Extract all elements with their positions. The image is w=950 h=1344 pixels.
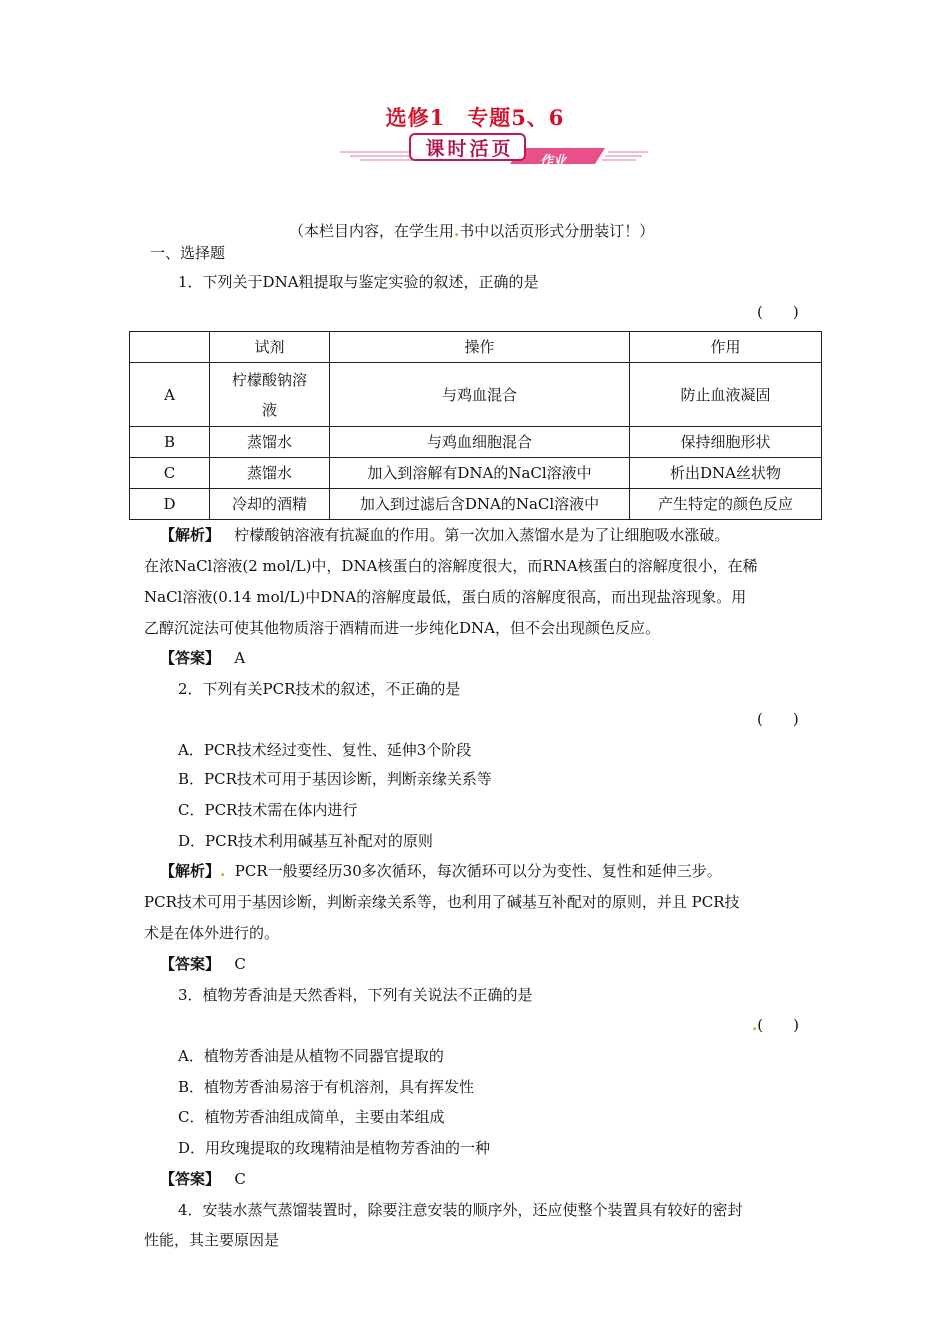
binding-note-part2: 书中以活页形式分册装订！） bbox=[459, 222, 655, 240]
table-cell: 保持细胞形状 bbox=[630, 427, 822, 458]
table-header-cell: 试剂 bbox=[210, 332, 330, 363]
q1-stem: 1．下列关于DNA粗提取与鉴定实验的叙述，正确的是 bbox=[178, 273, 539, 291]
q1-analysis-line-4: 乙醇沉淀法可使其他物质溶于酒精而进一步纯化DNA，但不会出现颜色反应。 bbox=[144, 619, 660, 637]
q4-stem-line-2: 性能，其主要原因是 bbox=[144, 1231, 280, 1249]
q1-paren: ( ) bbox=[757, 303, 799, 321]
table-cell: 加入到溶解有DNA的NaCl溶液中 bbox=[330, 458, 630, 489]
q3-option-c: C．植物芳香油组成简单，主要由苯组成 bbox=[178, 1108, 445, 1126]
table-cell: 析出DNA丝状物 bbox=[630, 458, 822, 489]
table-row bbox=[130, 363, 822, 427]
q2-option-b: B．PCR技术可用于基因诊断，判断亲缘关系等 bbox=[178, 770, 492, 788]
binding-note-part1: （本栏目内容，在学生用 bbox=[289, 222, 455, 240]
table-cell: 产生特定的颜色反应 bbox=[630, 489, 822, 520]
table-header-row bbox=[130, 332, 822, 363]
analysis-text: PCR一般要经历30多次循环，每次循环可以分为变性、复性和延伸三步。 bbox=[234, 862, 722, 880]
banner-text: 课时活页 bbox=[425, 138, 514, 160]
page-title: 选修1 专题5、6 bbox=[385, 105, 565, 130]
table-cell: D bbox=[130, 489, 210, 520]
answer-value: C bbox=[234, 1170, 246, 1188]
q2-option-d: D．PCR技术利用碱基互补配对的原则 bbox=[178, 832, 433, 850]
table-header-cell: 作用 bbox=[630, 332, 822, 363]
table-cell: A bbox=[130, 363, 210, 427]
q1-analysis-line-3: NaCl溶液(0.14 mol/L)中DNA的溶解度最低，蛋白质的溶解度很高，而出现盐溶现象。用 bbox=[144, 588, 747, 606]
analysis-text: 柠檬酸钠溶液有抗凝血的作用。第一次加入蒸馏水是为了让细胞吸水涨破。 bbox=[234, 526, 730, 544]
answer-label: 【答案】 bbox=[160, 649, 221, 667]
table-row bbox=[130, 458, 822, 489]
section-heading: 一、选择题 bbox=[150, 244, 226, 262]
q3-option-b: B．植物芳香油易溶于有机溶剂，具有挥发性 bbox=[178, 1078, 475, 1096]
q3-answer bbox=[160, 1169, 246, 1189]
table-cell: 蒸馏水 bbox=[210, 458, 330, 489]
q3-option-a: A．植物芳香油是从植物不同器官提取的 bbox=[178, 1047, 444, 1065]
banner-sub: 作业 bbox=[540, 154, 567, 169]
table-cell: 蒸馏水 bbox=[210, 427, 330, 458]
binding-note: （本栏目内容，在学生用.书中以活页形式分册装订！） bbox=[289, 222, 655, 240]
q1-table bbox=[129, 331, 822, 520]
q2-paren: ( ) bbox=[757, 710, 799, 728]
q2-option-c: C．PCR技术需在体内进行 bbox=[178, 801, 358, 819]
table-cell: 与鸡血细胞混合 bbox=[330, 427, 630, 458]
table-cell: 冷却的酒精 bbox=[210, 489, 330, 520]
table-cell: C bbox=[130, 458, 210, 489]
q2-analysis-line-1: 【解析】. PCR一般要经历30多次循环，每次循环可以分为变性、复性和延伸三步。 bbox=[160, 862, 722, 880]
reagent-line: 液 bbox=[261, 400, 277, 419]
q4-stem-line-1: 4．安装水蒸气蒸馏装置时，除要注意安装的顺序外，还应使整个装置具有较好的密封 bbox=[178, 1201, 743, 1219]
q2-analysis-line-3: 术是在体外进行的。 bbox=[144, 924, 280, 942]
q2-analysis-line-2: PCR技术可用于基因诊断，判断亲缘关系等，也利用了碱基互补配对的原则，并且 PCR技 bbox=[144, 893, 740, 911]
table-row bbox=[130, 427, 822, 458]
table-row bbox=[130, 489, 822, 520]
table-header-cell bbox=[130, 332, 210, 363]
table-cell bbox=[210, 363, 330, 427]
q2-answer bbox=[160, 954, 246, 974]
q2-stem: 2．下列有关PCR技术的叙述，不正确的是 bbox=[178, 680, 461, 698]
q3-paren: ( ) bbox=[757, 1016, 799, 1034]
answer-label: 【答案】 bbox=[160, 955, 221, 973]
q1-answer bbox=[160, 648, 245, 668]
table-header-cell: 操作 bbox=[330, 332, 630, 363]
answer-value: C bbox=[234, 955, 246, 973]
analysis-label: 【解析】 bbox=[160, 862, 221, 880]
answer-value: A bbox=[234, 649, 246, 667]
q3-paren-wrap: .( ) bbox=[752, 1016, 799, 1034]
table-cell: 防止血液凝固 bbox=[630, 363, 822, 427]
analysis-label: 【解析】 bbox=[160, 526, 221, 544]
q3-stem: 3．植物芳香油是天然香料，下列有关说法不正确的是 bbox=[178, 986, 533, 1004]
reagent-line: 柠檬酸钠溶 bbox=[231, 370, 307, 389]
table-cell: 加入到过滤后含DNA的NaCl溶液中 bbox=[330, 489, 630, 520]
q2-option-a: A．PCR技术经过变性、复性、延伸3个阶段 bbox=[178, 741, 472, 759]
q3-option-d: D．用玫瑰提取的玫瑰精油是植物芳香油的一种 bbox=[178, 1139, 491, 1157]
q1-analysis-line-1 bbox=[160, 525, 729, 545]
table-cell: 与鸡血混合 bbox=[330, 363, 630, 427]
table-cell: B bbox=[130, 427, 210, 458]
q1-analysis-line-2: 在浓NaCl溶液(2 mol/L)中，DNA核蛋白的溶解度很大，而RNA核蛋白的溶解度很小，在稀 bbox=[144, 557, 758, 575]
answer-label: 【答案】 bbox=[160, 1170, 221, 1188]
